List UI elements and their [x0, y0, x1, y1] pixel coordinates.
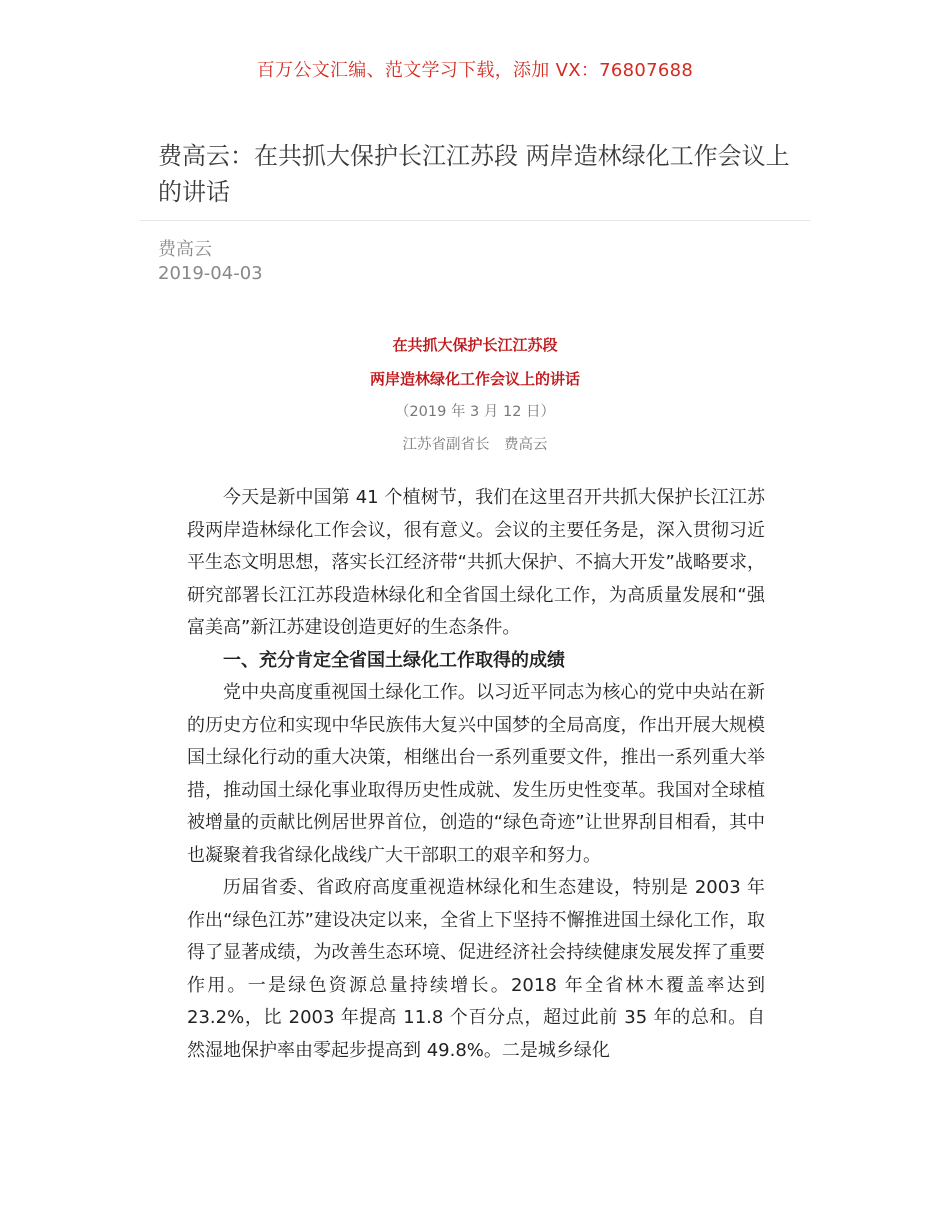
section-heading: 一、充分肯定全省国土绿化工作取得的成绩: [223, 649, 565, 671]
promo-banner: 百万公文汇编、范文学习下载，添加 VX：76807688: [256, 60, 694, 81]
title-divider: [140, 220, 810, 221]
speech-title-line-2: 两岸造林绿化工作会议上的讲话: [369, 370, 580, 388]
author-name: 费高云: [158, 239, 212, 260]
paragraph: 今天是新中国第 41 个植树节，我们在这里召开共抓大保护长江江苏段两岸造林绿化工作会议，很有意义。会议的主要任务是，深入贯彻习近平生态文明思想，落实长江经济带“共抓大保护、不搞大开发”战略要求，研究部署长江江苏段造林绿化和全省国土绿化工作，为高质量发展和“强富美高”新江苏建设创造更好的生态条件。: [187, 487, 765, 638]
article-meta: [158, 238, 263, 286]
speech-title-line-1: 在共抓大保护长江江苏段: [392, 336, 558, 354]
speech-header: [0, 328, 950, 462]
article-body: [187, 482, 765, 1067]
speech-speaker: 江苏省副省长 费高云: [402, 437, 548, 453]
paragraph: 历届省委、省政府高度重视造林绿化和生态建设，特别是 2003 年作出“绿色江苏”建设决定以来，全省上下坚持不懈推进国土绿化工作，取得了显著成绩，为改善生态环境、促进经济社会持续健康发展发挥了重要作用。一是绿色资源总量持续增长。2018 年全省林木覆盖率达到 23.2%，比 2003 年提高 11.8 个百分点，超过此前 35 年的总和。自然湿地保护率由零起步提高到 49.8%。二是城乡绿化: [187, 877, 765, 1061]
publish-date: 2019-04-03: [158, 263, 263, 284]
speech-date: （2019 年 3 月 12 日）: [394, 404, 556, 420]
paragraph: 党中央高度重视国土绿化工作。以习近平同志为核心的党中央站在新的历史方位和实现中华民族伟大复兴中国梦的全局高度，作出开展大规模国土绿化行动的重大决策，相继出台一系列重要文件，推出一系列重大举措，推动国土绿化事业取得历史性成就、发生历史性变革。我国对全球植被增量的贡献比例居世界首位，创造的“绿色奇迹”让世界刮目相看，其中也凝聚着我省绿化战线广大干部职工的艰辛和努力。: [187, 682, 765, 866]
article-title: 费高云：在共抓大保护长江江苏段 两岸造林绿化工作会议上的讲话: [158, 142, 790, 206]
